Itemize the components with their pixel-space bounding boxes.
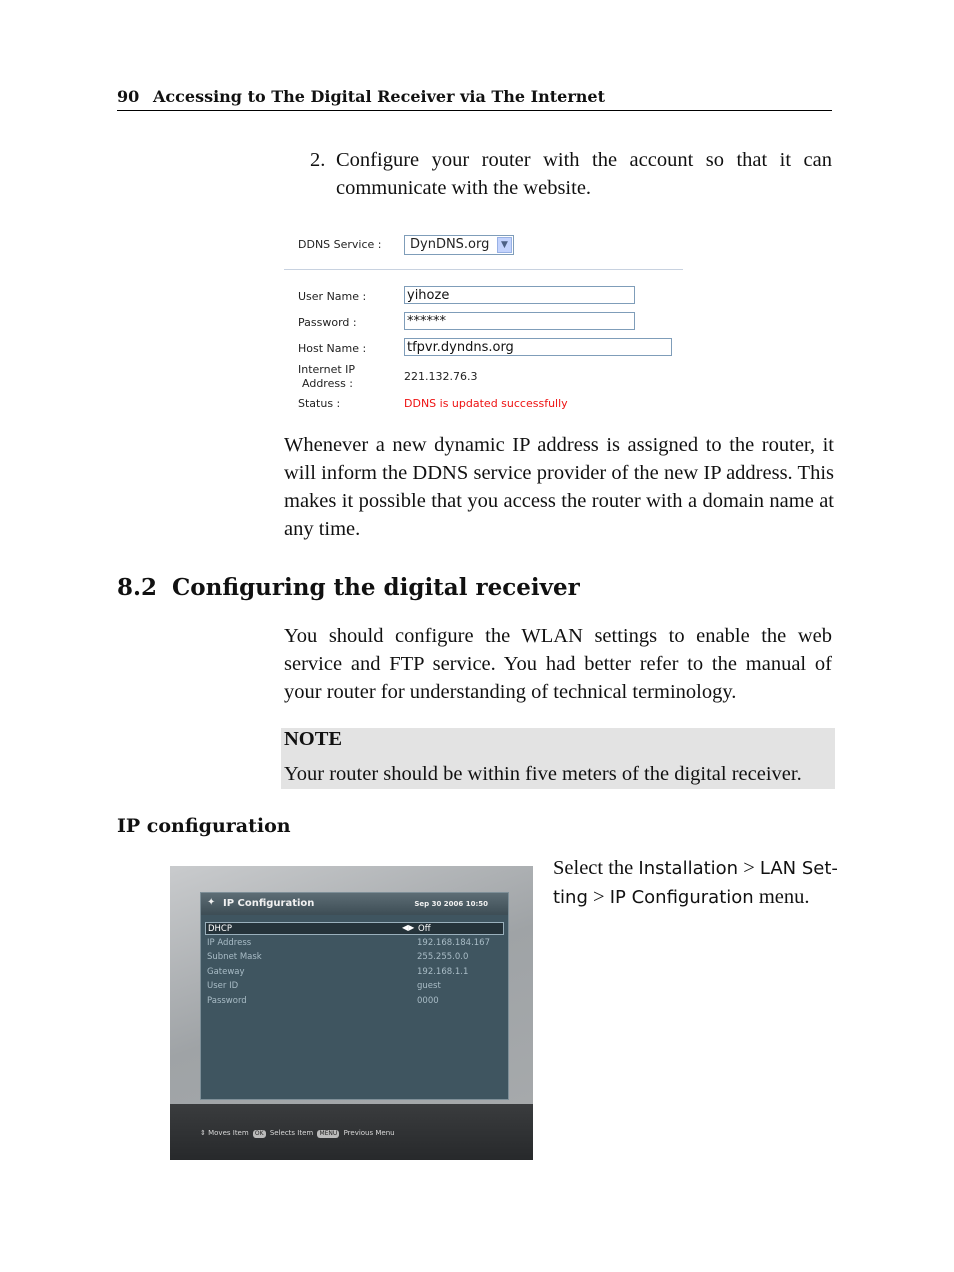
menu-row-subnet-mask[interactable] [205, 951, 504, 964]
row-label: Password [207, 996, 247, 1006]
hint-previous: Previous Menu [343, 1129, 395, 1137]
hint-moves: Moves Item [208, 1129, 249, 1137]
hint-selects: Selects Item [269, 1129, 314, 1137]
ddns-service-value: DynDNS.org [410, 237, 490, 252]
row-value: Off [418, 924, 431, 934]
paragraph-wlan: You should configure the WLAN settings to enable the web service and FTP service. You had better refer to the manual of your router for understanding of technical terminology. [284, 625, 832, 703]
section-number: 8.2 [117, 574, 158, 601]
menu-path-instruction [553, 854, 843, 912]
internet-ip-label-line2: Address : [302, 377, 354, 390]
row-value: 192.168.1.1 [417, 967, 469, 977]
host-name-label: Host Name : [298, 342, 367, 355]
ok-key-icon: OK [254, 1130, 264, 1137]
menu-item-ip-configuration: IP Configuration [609, 887, 754, 908]
row-label: DHCP [208, 924, 232, 934]
status-value: DDNS is updated successfully [404, 397, 568, 410]
menu-item-lan-setting-part2: ting [553, 887, 588, 908]
page-number: 90 [117, 87, 140, 106]
help-bar [170, 1104, 533, 1160]
row-label: User ID [207, 981, 239, 991]
left-right-arrow-icon: ◀▶ [402, 923, 415, 932]
header-title: Accessing to The Digital Receiver via The Internet [153, 87, 605, 106]
row-value: 192.168.184.167 [417, 938, 491, 948]
menu-row-password[interactable] [205, 995, 504, 1008]
menu-row-user-id[interactable] [205, 980, 504, 993]
window-datetime: Sep 30 2006 10:50 [414, 900, 488, 908]
menu-row-dhcp[interactable] [205, 922, 504, 935]
status-label: Status : [298, 397, 341, 410]
internet-ip-value: 221.132.76.3 [404, 370, 478, 383]
path-separator: > [743, 857, 755, 879]
instruction-suffix: menu. [758, 886, 810, 908]
password-input[interactable]: ****** [404, 312, 635, 330]
step-number: 2. [310, 149, 326, 171]
running-header [117, 86, 832, 111]
row-value: 255.255.0.0 [417, 952, 469, 962]
menu-row-ip-address[interactable] [205, 937, 504, 950]
password-label: Password : [298, 316, 357, 329]
window-title-bar [201, 893, 508, 915]
satellite-icon: ✦ [207, 897, 216, 908]
row-value: 0000 [417, 996, 439, 1006]
row-label: Subnet Mask [207, 952, 262, 962]
row-label: Gateway [207, 967, 245, 977]
ddns-service-select[interactable] [404, 235, 514, 255]
row-value: guest [417, 981, 441, 991]
chevron-down-icon[interactable]: ▼ [497, 237, 512, 253]
help-hints [200, 1129, 395, 1138]
paragraph-ddns-explanation: Whenever a new dynamic IP address is assigned to the router, it will inform the DDNS service provider of the new IP address. This makes it possible that you access the router with a domain name at any time. [284, 434, 834, 540]
internet-ip-label-line1: Internet IP [298, 363, 356, 376]
step-text: Configure your router with the account so that it can communicate with the website. [336, 149, 832, 199]
user-name-input[interactable]: yihoze [404, 286, 635, 304]
subheading-ip-configuration: IP configuration [117, 815, 291, 837]
user-name-label: User Name : [298, 290, 367, 303]
menu-key-icon: MENU [319, 1130, 338, 1137]
section-title: Configuring the digital receiver [172, 574, 580, 601]
path-separator: > [593, 886, 605, 908]
ddns-form [284, 226, 684, 416]
ddns-service-label: DDNS Service : [298, 238, 382, 251]
ip-configuration-window [200, 892, 509, 1100]
note-body: Your router should be within five meters of the digital receiver. [284, 763, 802, 785]
up-down-arrow-icon: ⇕ [200, 1129, 206, 1137]
note-title: NOTE [284, 728, 343, 750]
host-name-input[interactable]: tfpvr.dyndns.org [404, 338, 672, 356]
row-label: IP Address [207, 938, 252, 948]
instruction-prefix: Select the [553, 857, 634, 879]
window-title: IP Configuration [223, 898, 315, 909]
menu-row-gateway[interactable] [205, 966, 504, 979]
note-box [281, 728, 835, 789]
menu-item-installation: Installation [638, 858, 739, 879]
receiver-screenshot [170, 866, 533, 1160]
form-divider [284, 269, 683, 270]
menu-item-lan-setting-part1: LAN Set- [759, 858, 838, 879]
